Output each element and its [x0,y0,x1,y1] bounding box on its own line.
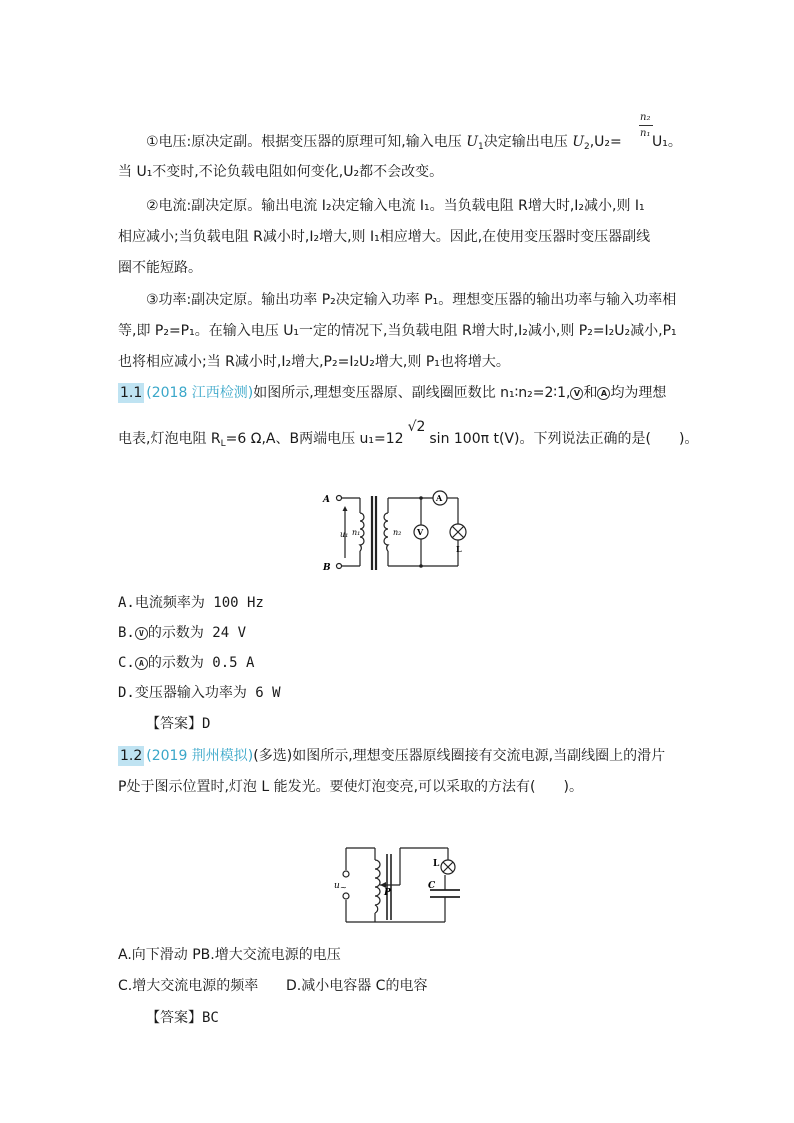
label-p: P [384,888,391,898]
q1-source: (2018 江西检测) [146,385,254,401]
q1-stem2d: sin 100π t(V)。下列说法正确的是( )。 [429,431,699,447]
voltage-formula-end: U₁。 [652,134,682,150]
q1-number-tag: 1.1 [120,385,143,401]
q2-option-ab: A.向下滑动 PB.增大交流电源的电压 [118,947,341,963]
q1-answer-value: D [202,716,211,732]
q2-stem-line1 [118,746,665,766]
q1-option-a: A.电流频率为 100 Hz [118,595,264,611]
q2-option-c: C.增大交流电源的频率 [118,978,259,994]
source-terminal-bottom [343,893,349,899]
voltage-paragraph-line1: ①电压:原决定副。根据变压器的原理可知,输入电压 $U_1$决定输出电压 $U_2,U_2=$ [146,134,622,152]
power-paragraph-line2: 等,即 P₂=P₁。在输入电压 U₁一定的情况下,当负载电阻 R增大时,I₂减小,则 P₂=I₂U₂减小,P₁ [118,323,677,339]
voltage-paragraph-line2: 当 U₁不变时,不论负载电阻如何变化,U₂都不会改变。 [118,164,444,180]
sqrt-two: √2 [407,419,426,435]
q2-autotransformer-circuit-figure [330,840,470,930]
voltage-text1: 根据变压器的原理可知,输入电压 [261,134,467,150]
q2-stem1: (多选)如图所示,理想变压器原线圈接有交流电源,当副线圈上的滑片 [253,748,666,764]
voltage-fraction-bar [639,125,653,126]
q1-and: 和 [583,385,598,401]
q2-option-d: D.减小电容器 C的电容 [286,978,428,994]
terminal-b [337,564,342,569]
q1-transformer-circuit-figure [318,488,478,578]
q1-stem2b: L [220,439,226,449]
q1-option-c-prefix: C. [118,655,135,671]
label-b: B [323,563,331,573]
voltage-fraction-numerator: n₂ [640,112,651,123]
terminal-a [337,496,342,501]
q1-option-b-prefix: B. [118,625,135,641]
primary-coil [360,513,364,551]
q1-option-c [118,653,254,673]
q1-option-b [118,623,246,643]
label-am: A [436,493,443,503]
q1-stem2a: 电表,灯泡电阻 R [118,431,221,447]
label-n1: n₁ [352,528,361,537]
label-l: L [456,544,462,554]
power-paragraph-line3: 也将相应减小;当 R减小时,I₂增大,P₂=I₂U₂增大,则 P₁也将增大。 [118,354,510,370]
source-terminal-top [343,871,349,877]
voltage-label: ①电压:原决定副。 [146,134,262,150]
q2-answer-label: 【答案】 [146,1010,202,1026]
voltage-formula-tail: ,U₂= [589,134,622,150]
q2-source: (2019 荆州模拟) [146,748,254,764]
voltage-fraction-denominator: n₁ [640,128,651,139]
q1-stem1-end: 均为理想 [610,385,667,401]
q1-option-c-text: 的示数为 0.5 A [147,655,255,671]
current-paragraph-line2: 相应减小;当负载电阻 R减小时,I₂增大,则 I₁相应增大。因此,在使用变压器时变压器副线 [118,229,651,245]
voltmeter-symbol-icon: V [570,387,583,400]
ammeter-symbol-icon: A [597,387,610,400]
q1-answer [146,714,210,734]
q1-option-d: D.变压器输入功率为 6 W [118,685,281,701]
label-n2: n₂ [393,528,402,537]
q1-stem-line1 [118,383,666,403]
secondary-coil [384,513,388,551]
q2-answer [146,1008,219,1028]
q1-answer-label: 【答案】 [146,716,202,732]
power-paragraph-line1: ③功率:副决定原。输出功率 P₂决定输入功率 P₁。理想变压器的输出功率与输入功率相 [146,292,677,308]
label-u: u [334,881,340,891]
label-u1: u₁ [340,530,349,539]
voltage-text2: 决定输出电压 [483,134,573,150]
q2-answer-value: BC [202,1010,219,1026]
q1-option-b-text: 的示数为 24 V [147,625,247,641]
current-paragraph-line1: ②电流:副决定原。输出电流 I₂决定输入电流 I₁。当负载电阻 R增大时,I₂减小,则 I₁ [146,198,645,214]
current-paragraph-line3: 圈不能短路。 [118,260,202,276]
q1-stem-line2 [118,419,699,449]
q1-stem2c: =6 Ω,A、B两端电压 u₁=12 [225,431,404,447]
label-tilde: ~ [340,883,347,892]
voltmeter-symbol-icon: V [135,627,148,640]
q2-number-tag: 1.2 [120,748,143,764]
q2-stem-line2: P处于图示位置时,灯泡 L 能发光。要使灯泡变亮,可以采取的方法有( )。 [118,779,583,795]
label-v: V [417,527,424,537]
label-c: C [428,881,436,891]
autotransformer-coil [375,860,380,913]
q1-stem1: 如图所示,理想变压器原、副线圈匝数比 n₁∶n₂=2∶1, [253,385,571,401]
ammeter-symbol-icon: A [135,657,148,670]
label-l: L [433,859,440,869]
label-a: A [323,495,330,505]
